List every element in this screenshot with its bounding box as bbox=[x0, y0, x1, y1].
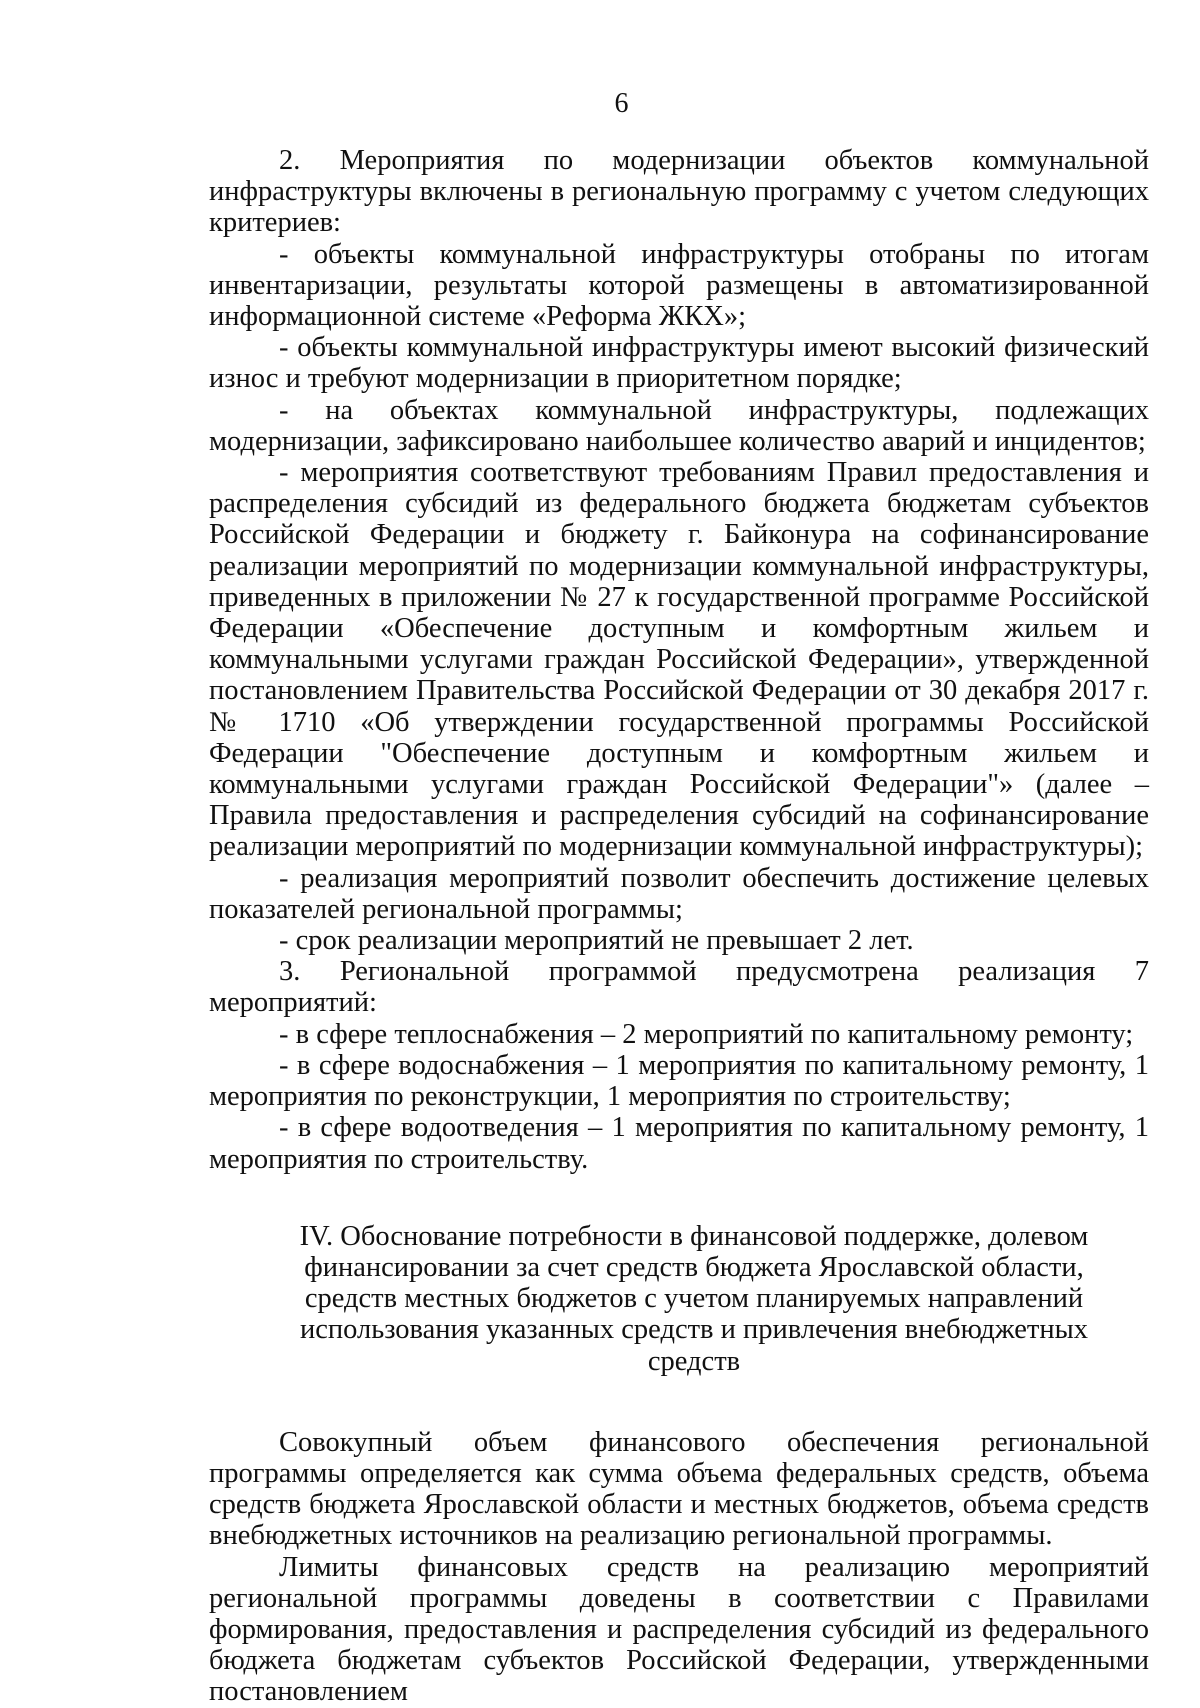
paragraph-water-supply: - в сфере водоснабжения – 1 мероприятия по капитальному ремонту, 1 мероприятия по реконструкции, 1 мероприятия по строительству; bbox=[209, 1049, 1149, 1113]
paragraph-criterion-targets: - реализация мероприятий позволит обеспечить достижение целевых показателей региональной программы; bbox=[209, 862, 1149, 925]
document-body bbox=[209, 145, 1149, 1708]
paragraph-criteria-intro: 2. Мероприятия по модернизации объектов коммунальной инфраструктуры включены в региональную программу с учетом следующих критериев: bbox=[209, 145, 1149, 239]
paragraph-criterion-inventory: - объекты коммунальной инфраструктуры отобраны по итогам инвентаризации, результаты которой размещены в автоматизированной информационной системе «Реформа ЖКХ»; bbox=[209, 238, 1149, 333]
paragraph-criterion-rules: - мероприятия соответствуют требованиям Правил предоставления и распределения субсидий из федерального бюджета бюджетам субъектов Российской Федерации и бюджету г. Байконура на софинансирование реализации мероприятий по модернизации коммунальной инфраструктуры, приведенных в приложении № 27 к государственной программе Российской Федерации «Обеспечение доступным и комфортным жильем и коммунальными услугами граждан Российской Федерации», утвержденной постановлением Правительства Российской Федерации от 30 декабря 2017 г. № 1710 «Об утверждении государственной программы Российской Федерации "Обеспечение доступным и комфортным жильем и коммунальными услугами граждан Российской Федерации"» (далее – Правила предоставления и распределения субсидий на софинансирование реализации мероприятий по модернизации коммунальной инфраструктуры); bbox=[209, 457, 1149, 863]
paragraph-funding-limits: Лимиты финансовых средств на реализацию мероприятий региональной программы доведены в соответствии с Правилами формирования, предоставления и распределения субсидий из федерального бюджета бюджетам субъектов Российской Федерации, утвержденными постановлением bbox=[209, 1551, 1149, 1708]
paragraph-activities-count: 3. Региональной программой предусмотрена реализация 7 мероприятий: bbox=[209, 956, 1149, 1019]
paragraph-criterion-accidents: - на объектах коммунальной инфраструктуры, подлежащих модернизации, зафиксировано наибольшее количество аварий и инцидентов; bbox=[209, 394, 1149, 457]
paragraph-heat-supply: - в сфере теплоснабжения – 2 мероприятий по капитальному ремонту; bbox=[279, 1018, 1134, 1050]
paragraph-criterion-wear: - объекты коммунальной инфраструктуры имеют высокий физический износ и требуют модернизации в приоритетном порядке; bbox=[209, 332, 1149, 395]
page-number: 6 bbox=[614, 88, 629, 119]
paragraph-criterion-term: - срок реализации мероприятий не превышает 2 лет. bbox=[279, 925, 914, 957]
paragraph-wastewater: - в сфере водоотведения – 1 мероприятия по капитальному ремонту, 1 мероприятия по строительству. bbox=[209, 1112, 1149, 1175]
paragraph-total-funding: Совокупный объем финансового обеспечения региональной программы определяется как сумма объема федеральных средств, объема средств бюджета Ярославской области и местных бюджетов, объема средств внебюджетных источников на реализацию региональной программы. bbox=[209, 1426, 1149, 1552]
section-heading-iv: IV. Обоснование потребности в финансовой поддержке, долевом финансировании за счет средств бюджета Ярославской области, средств местных бюджетов с учетом планируемых направлений использования указанных средств и привлечения внебюджетных средств bbox=[299, 1220, 1089, 1377]
